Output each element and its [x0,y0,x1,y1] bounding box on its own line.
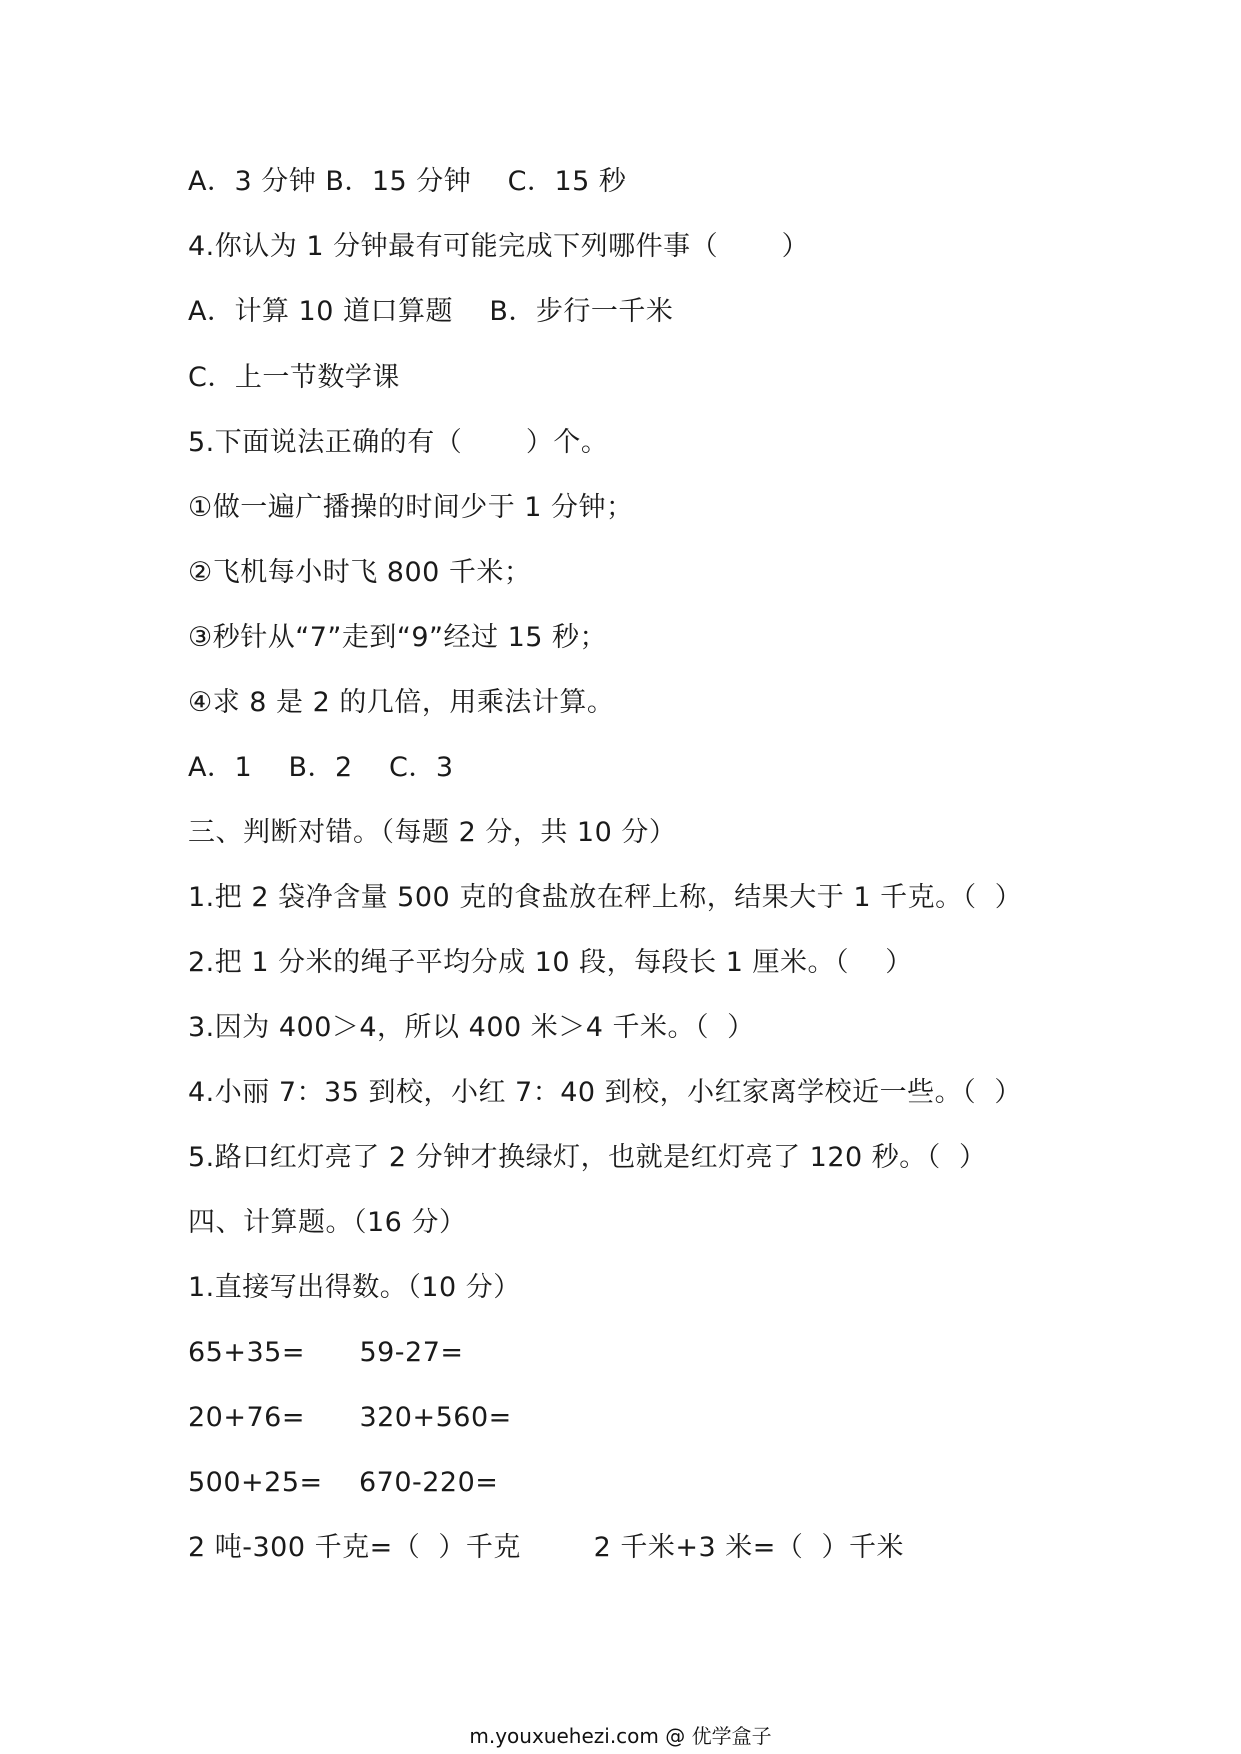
tf-item-3: 3.因为 400＞4，所以 400 米＞4 千米。（ ） [188,1012,755,1043]
section-3-heading: 三、判断对错。（每题 2 分，共 10 分） [188,817,677,848]
q5-question: 5.下面说法正确的有（ ）个。 [188,427,609,458]
tf-item-1: 1.把 2 袋净含量 500 克的食盐放在秤上称，结果大于 1 千克。（ ） [188,882,1023,913]
calc-row-3: 500+25= 670-220= [188,1467,499,1498]
q3-options: A．3 分钟 B．15 分钟 C．15 秒 [188,166,627,197]
tf-item-4: 4.小丽 7：35 到校，小红 7：40 到校，小红家离学校近一些。（ ） [188,1077,1022,1108]
calc-row-2: 20+76= 320+560= [188,1402,512,1433]
calc-subheading: 1.直接写出得数。（10 分） [188,1272,521,1303]
tf-item-2: 2.把 1 分米的绳子平均分成 10 段，每段长 1 厘米。（ ） [188,947,913,978]
calc-row-1: 65+35= 59-27= [188,1337,464,1368]
calc-row-4: 2 吨-300 千克=（ ）千克 2 千米+3 米=（ ）千米 [188,1532,905,1563]
tf-item-5: 5.路口红灯亮了 2 分钟才换绿灯，也就是红灯亮了 120 秒。（ ） [188,1142,987,1173]
footer-watermark: m.youxuehezi.com @ 优学盒子 [469,1724,772,1748]
q4-option-c: C．上一节数学课 [188,362,400,393]
q5-statement-2: ②飞机每小时飞 800 千米； [188,557,532,588]
q5-options: A．1 B．2 C．3 [188,752,454,783]
q5-statement-1: ①做一遍广播操的时间少于 1 分钟； [188,492,634,523]
section-4-heading: 四、计算题。（16 分） [188,1207,467,1238]
q5-statement-4: ④求 8 是 2 的几倍，用乘法计算。 [188,687,615,718]
q4-question: 4.你认为 1 分钟最有可能完成下列哪件事（ ） [188,231,810,262]
q4-options-ab: A．计算 10 道口算题 B．步行一千米 [188,296,674,327]
q5-statement-3: ③秒针从“7”走到“9”经过 15 秒； [188,622,608,653]
